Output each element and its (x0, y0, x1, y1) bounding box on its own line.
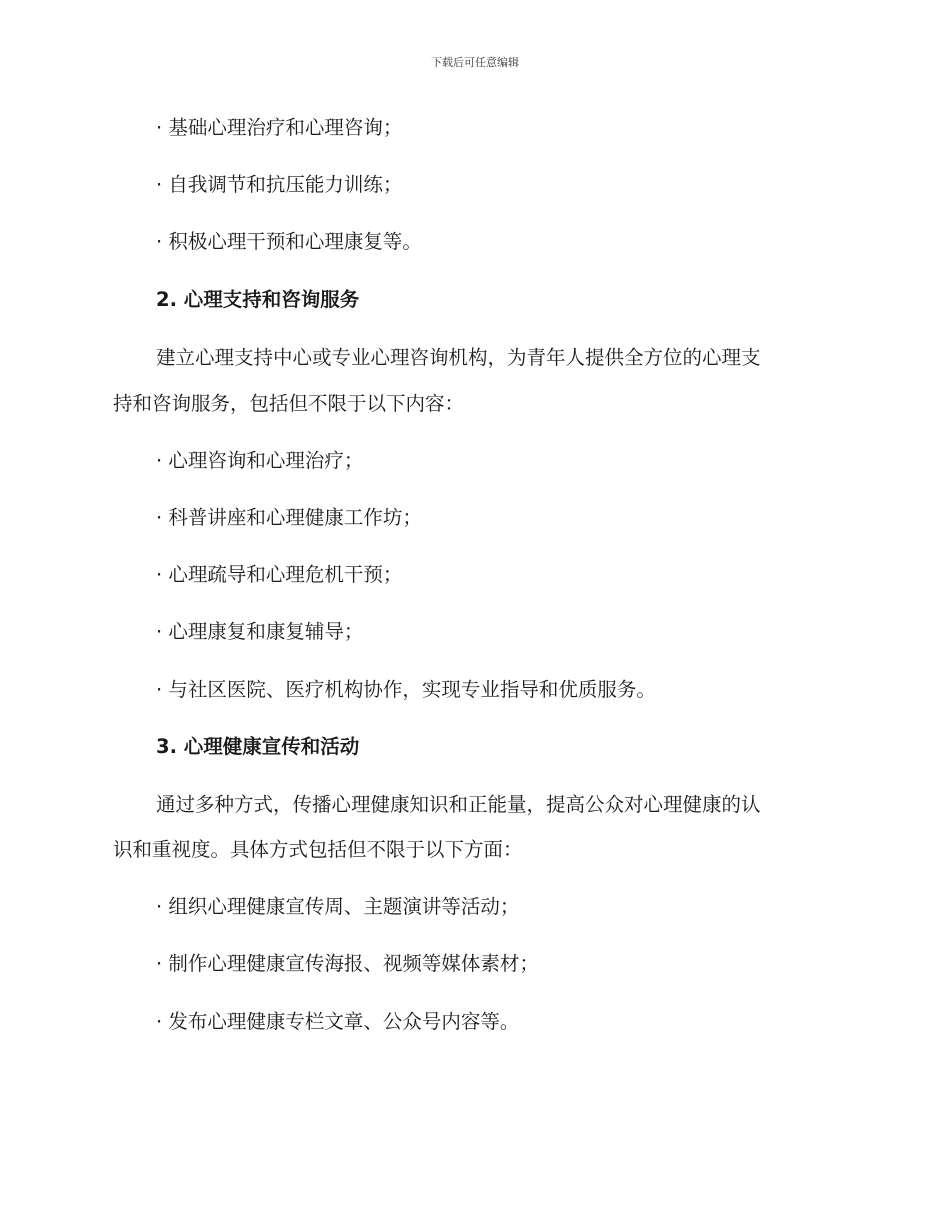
list-item: · 心理疏导和心理危机干预； (156, 563, 403, 586)
paragraph-line: 通过多种方式，传播心理健康知识和正能量，提高公众对心理健康的认 (156, 793, 761, 816)
list-item: · 组织心理健康宣传周、主题演讲等活动； (156, 895, 520, 918)
list-item: · 积极心理干预和心理康复等。 (156, 230, 422, 253)
section-heading: 2. 心理支持和咨询服务 (156, 288, 360, 311)
list-item: · 自我调节和抗压能力训练； (156, 173, 403, 196)
list-item: · 心理康复和康复辅导； (156, 620, 364, 643)
paragraph-line: 识和重视度。具体方式包括但不限于以下方面： (113, 838, 523, 861)
paragraph-line: 建立心理支持中心或专业心理咨询机构，为青年人提供全方位的心理支 (156, 346, 761, 369)
list-item: · 与社区医院、医疗机构协作，实现专业指导和优质服务。 (156, 678, 656, 701)
list-item: · 发布心理健康专栏文章、公众号内容等。 (156, 1010, 520, 1033)
list-item: · 心理咨询和心理治疗； (156, 449, 364, 472)
list-item: · 基础心理治疗和心理咨询； (156, 116, 403, 139)
list-item: · 科普讲座和心理健康工作坊； (156, 506, 422, 529)
paragraph-line: 持和咨询服务，包括但不限于以下内容： (113, 392, 465, 415)
header-note: 下载后可任意编辑 (431, 56, 519, 69)
list-item: · 制作心理健康宣传海报、视频等媒体素材； (156, 952, 539, 975)
section-heading: 3. 心理健康宣传和活动 (156, 735, 360, 758)
